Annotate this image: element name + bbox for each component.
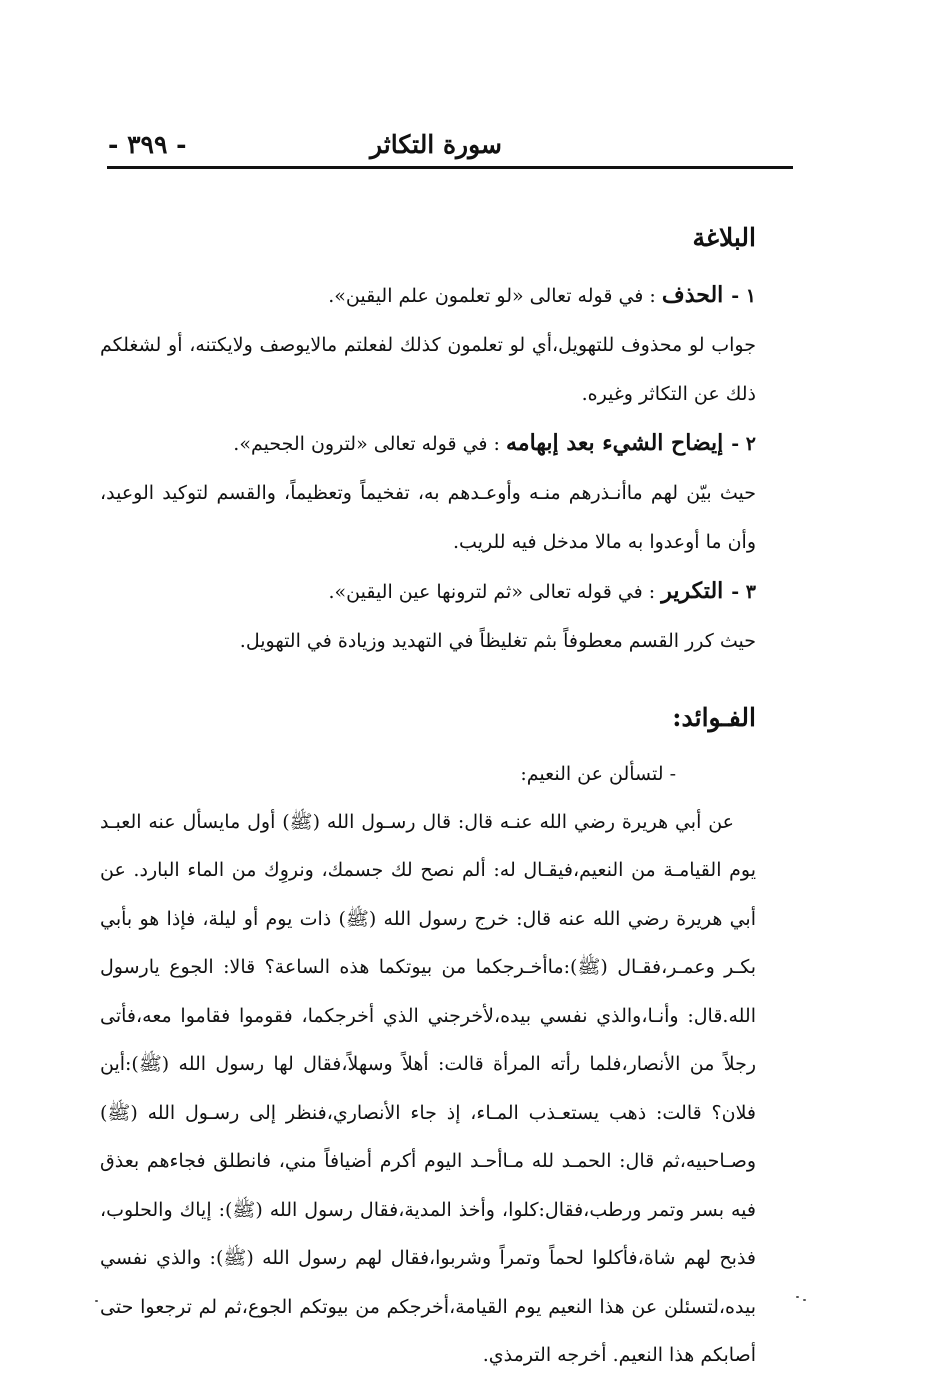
fawaid-heading: الفـوائد:	[672, 702, 756, 732]
item-head-rest: : في قوله تعالى «ثم لترونها عين اليقين».	[328, 581, 656, 603]
balagha-item-2-head	[100, 418, 756, 469]
scan-speck	[803, 1299, 806, 1301]
page-content	[100, 210, 756, 1380]
fawaid-body: عن أبي هريرة رضي الله عنـه قال: قال رسـول الله (ﷺ) أول مايسأل عنه العبـد يوم القيامـة من النعيم،فيقـال له: ألم نصح لك جسمك، ونروِك من الماء البارد. عن أبي هريرة رضي الله عنه قال: خرج رسول الله (ﷺ) ذات يوم أو ليلة، فإذا هو بأبي بكـر وعمـر،فقـال (ﷺ):ماأخـرجكما من بيوتكما هذه الساعة؟ قالا: الجوع يارسول الله.قال: وأنـا،والذي نفسي بيده،لأخرجني الذي أخرجكما، فقوموا فقاموا معه،فأتى رجلاً من الأنصار،فلما رأته المرأة قالت: أهلاً وسهلاً،فقال لها رسول الله (ﷺ):أين فلان؟ قالت: ذهب يستعـذب المـاء، إذ جاء الأنصاري،فنظر إلى رسـول الله (ﷺ) وصـاحبيه،ثم قال: الحمـد لله مـاأحـد اليوم أكرم أضيافاً مني، فانطلق فجاءهم بعذق فيه بسر وتمر ورطب،فقال:كلوا، وأخذ المدية،فقال رسول الله (ﷺ): إياك والحلوب، فذبح لهم شاة،فأكلوا لحماً وتمراً وشربوا،فقال لهم رسول الله (ﷺ): والذي نفسي بيده،لتسئلن عن هذا النعيم يوم القيامة،أخرجكم من بيوتكم الجوع،ثم لم ترجعوا حتى أصابكم هذا النعيم. أخرجه الترمذي.	[100, 810, 756, 1366]
page-header	[108, 126, 792, 166]
item-term: التكرير	[661, 578, 724, 604]
balagha-heading: البلاغة	[692, 223, 756, 252]
item-number: ٢ -	[731, 433, 756, 455]
fawaid-subheading: - لتسألن عن النعيم:	[520, 762, 676, 785]
item-head-rest: : في قوله تعالى «لو تعلمون علم اليقين».	[328, 285, 656, 307]
item-number: ٣ -	[731, 581, 756, 603]
item-head-rest: : في قوله تعالى «لترون الجحيم».	[233, 433, 500, 455]
header-rule	[107, 166, 793, 169]
balagha-item-3-head	[100, 566, 756, 617]
scan-speck	[95, 1300, 98, 1302]
balagha-item-2-body: حيث بيّن لهم ماأنـذرهم منـه وأوعـدهم به، تفخيماً وتعظيماً، والقسم لتوكيد الوعيد، وأن ما أوعدوا به مالا مدخل فيه للريب.	[100, 482, 756, 553]
balagha-item-1-body: جواب لو محذوف للتهويل،أي لو تعلمون كذلك لفعلتم مالايوصف ولايكتنه، أو لشغلكم ذلك عن التكاثر وغيره.	[100, 334, 756, 405]
balagha-item-1-head	[100, 270, 756, 321]
scan-speck	[796, 1296, 799, 1298]
balagha-item-3-body: حيث كرر القسم معطوفاً بثم تغليظاً في التهديد وزيادة في التهويل.	[239, 630, 756, 652]
surah-title: سورة التكاثر	[369, 130, 502, 159]
page-number: - ٣٩٩ -	[108, 130, 187, 159]
item-term: إيضاح الشيء بعد إبهامه	[506, 430, 724, 456]
item-number: ١ -	[731, 285, 756, 307]
section-spacer	[100, 666, 756, 690]
item-term: الحذف	[661, 282, 724, 308]
